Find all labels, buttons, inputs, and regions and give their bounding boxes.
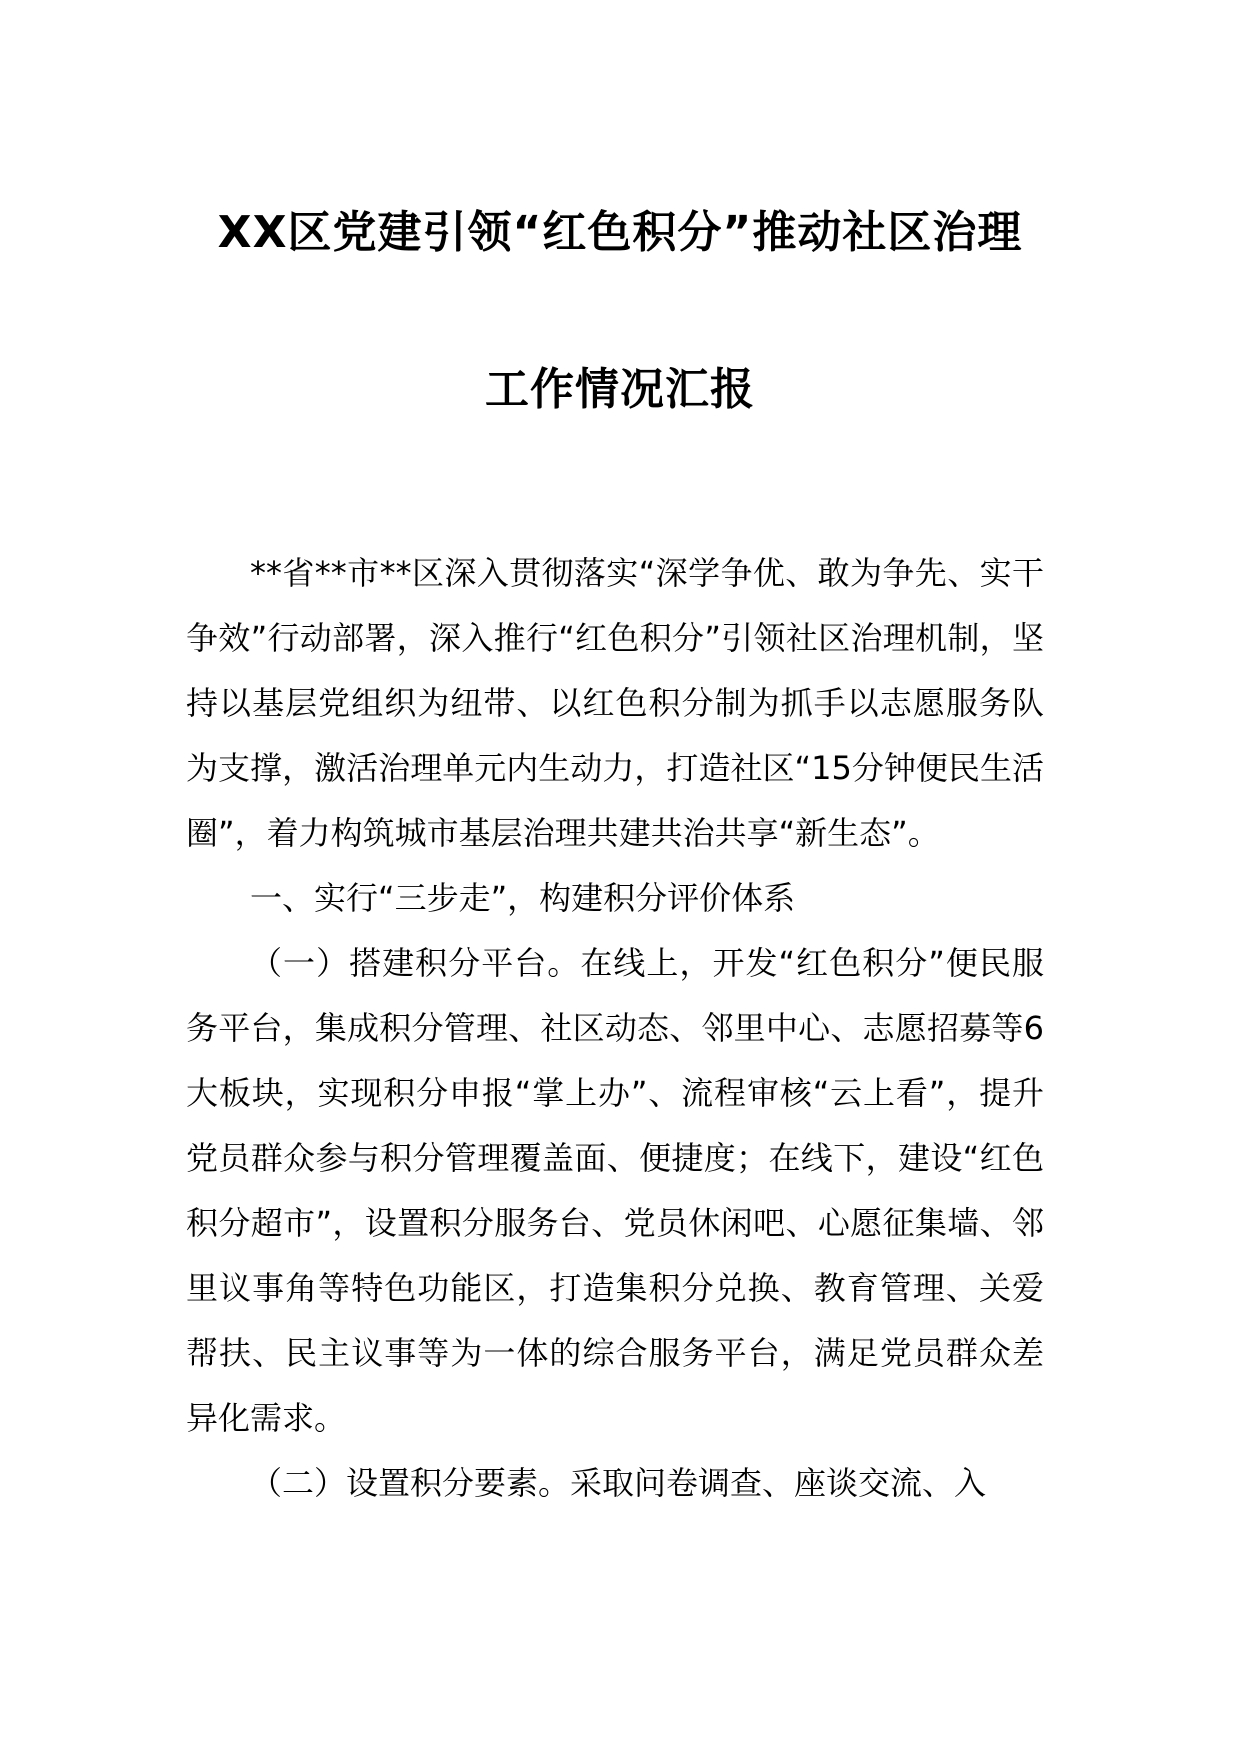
subsection-paragraph-2: （二）设置积分要素。采取问卷调查、座谈交流、入 [250,1464,987,1502]
subsection-paragraph-1: （一）搭建积分平台。在线上，开发“红色积分”便民服务平台，集成积分管理、社区动态、邻里中心、志愿招募等6大板块，实现积分申报“掌上办”、流程审核“云上看”，提升党员群众参与积分管理覆盖面、便捷度；在线下，建设“红色积分超市”，设置积分服务台、党员休闲吧、心愿征集墙、邻里议事角等特色功能区，打造集积分兑换、教育管理、关爱帮扶、民主议事等为一体的综合服务平台，满足党员群众差异化需求。 [186,944,1044,1437]
document-title-line-2: 工作情况汇报 [485,364,755,415]
document-body [186,541,1044,1516]
document-title-line-1: XX区党建引领“红色积分”推动社区治理 [217,207,1023,258]
intro-paragraph: **省**市**区深入贯彻落实“深学争优、敢为争先、实干争效”行动部署，深入推行“红色积分”引领社区治理机制，坚持以基层党组织为纽带、以红色积分制为抓手以志愿服务队为支撑，激活治理单元内生动力，打造社区“15分钟便民生活圈”，着力构筑城市基层治理共建共治共享“新生态”。 [186,554,1044,852]
section-heading-1: 一、实行“三步走”，构建积分评价体系 [250,879,796,917]
